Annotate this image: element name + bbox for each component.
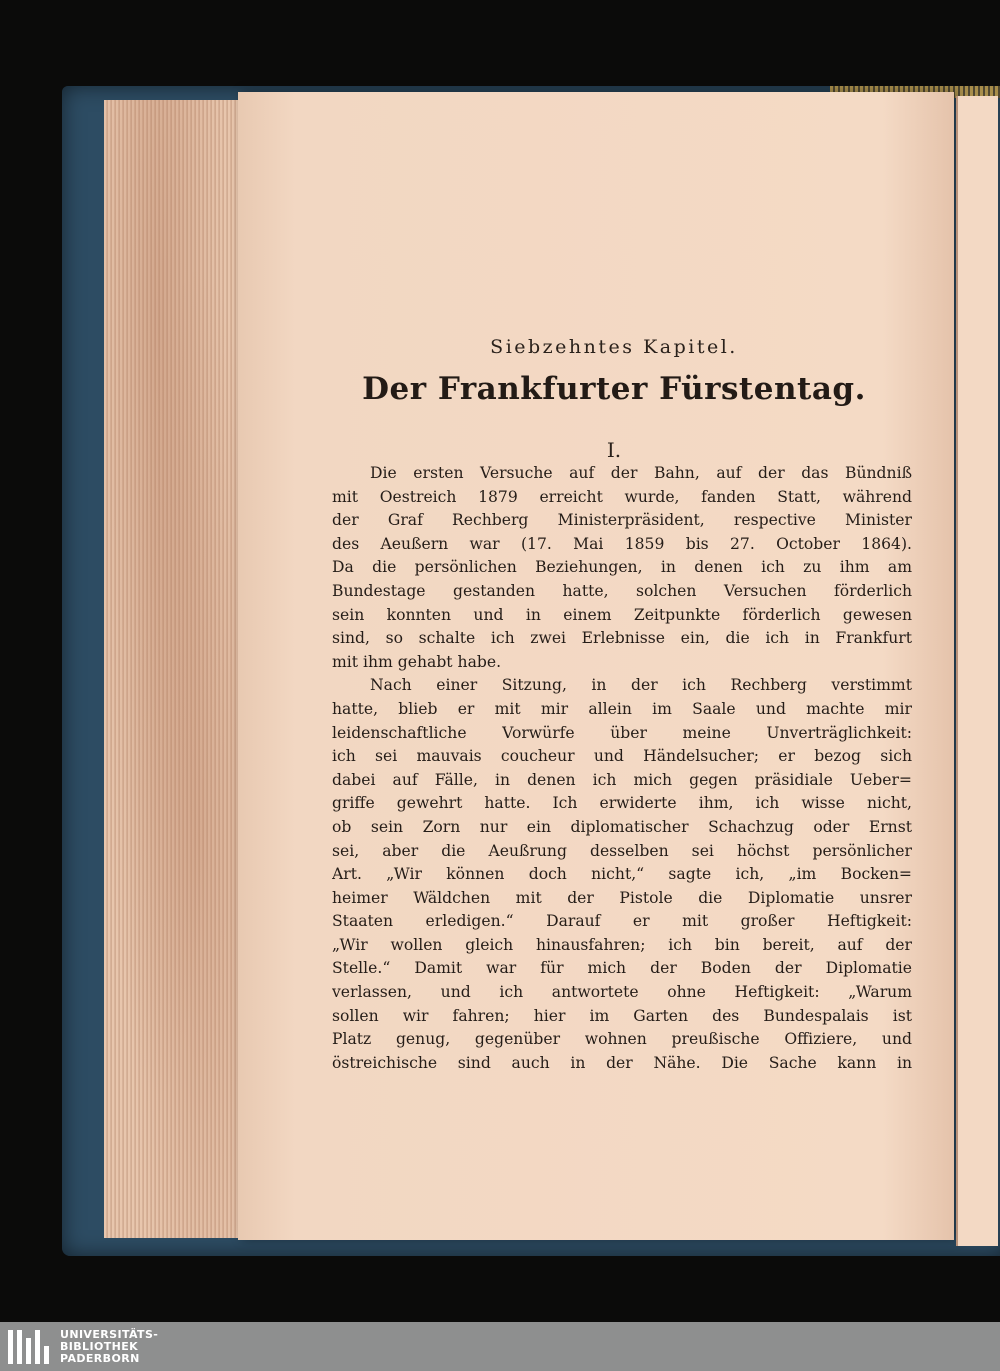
text-line: Da die persönlichen Beziehungen, in denen ich zu ihm am xyxy=(332,558,912,577)
text-line: östreichische sind auch in der Nähe. Die Sache kann in xyxy=(332,1053,912,1072)
text-line: ob sein Zorn nur ein diplomatischer Schachzug oder Ernst xyxy=(332,817,912,836)
text-line: mit ihm gehabt habe. xyxy=(332,652,502,671)
library-name xyxy=(60,1329,158,1365)
library-name-line: UNIVERSITÄTS- xyxy=(60,1328,159,1341)
chapter-heading: Siebzehntes Kapitel. xyxy=(490,336,738,358)
text-line: sind, so schalte ich zwei Erlebnisse ein, die ich in Frankfurt xyxy=(332,629,912,648)
text-line: mit Oestreich 1879 erreicht wurde, fanden Statt, während xyxy=(332,487,912,506)
text-line: der Graf Rechberg Ministerpräsident, respective Minister xyxy=(332,511,912,530)
text-line: Stelle.“ Damit war für mich der Boden der Diplomatie xyxy=(332,959,912,978)
text-line: ich sei mauvais coucheur und Händelsucher; er bezog sich xyxy=(332,747,912,766)
library-name-line: PADERBORN xyxy=(60,1352,140,1365)
text-line: hatte, blieb er mit mir allein im Saale und machte mir xyxy=(332,699,912,718)
body-text xyxy=(332,462,912,1075)
library-name-line: BIBLIOTHEK xyxy=(60,1340,139,1353)
facing-page-edge xyxy=(956,96,998,1246)
text-line: heimer Wäldchen mit der Pistole die Diplomatie unsrer xyxy=(332,888,912,907)
text-line: Staaten erledigen.“ Darauf er mit großer Heftigkeit: xyxy=(332,912,912,931)
text-line: Bundestage gestanden hatte, solchen Versuchen förderlich xyxy=(332,581,912,600)
text-line: griffe gewehrt hatte. Ich erwiderte ihm, ich wisse nicht, xyxy=(332,794,912,813)
library-footer xyxy=(0,1322,1000,1371)
text-line: sein konnten und in einem Zeitpunkte förderlich gewesen xyxy=(332,605,912,624)
section-number: I. xyxy=(606,438,622,462)
text-line: Nach einer Sitzung, in der ich Rechberg verstimmt xyxy=(370,676,912,695)
page-edges xyxy=(104,100,241,1238)
text-line: leidenschaftliche Vorwürfe über meine Unverträglichkeit: xyxy=(332,723,912,742)
text-line: Art. „Wir können doch nicht,“ sagte ich, „im Bocken= xyxy=(332,865,912,884)
text-line: des Aeußern war (17. Mai 1859 bis 27. October 1864). xyxy=(332,534,912,553)
text-line: verlassen, und ich antwortete ohne Heftigkeit: „Warum xyxy=(332,983,912,1002)
chapter-title: Der Frankfurter Fürstentag. xyxy=(362,371,866,407)
text-line: sei, aber die Aeußrung desselben sei höchst persönlicher xyxy=(332,841,912,860)
text-line: Die ersten Versuche auf der Bahn, auf der das Bündniß xyxy=(370,464,912,482)
text-line: „Wir wollen gleich hinausfahren; ich bin bereit, auf der xyxy=(332,935,912,954)
text-line: sollen wir fahren; hier im Garten des Bundespalais ist xyxy=(332,1006,912,1025)
text-line: Platz genug, gegenüber wohnen preußische Offiziere, und xyxy=(332,1030,912,1049)
library-logo-icon xyxy=(8,1330,50,1364)
text-line: dabei auf Fälle, in denen ich mich gegen präsidiale Ueber= xyxy=(332,770,912,789)
